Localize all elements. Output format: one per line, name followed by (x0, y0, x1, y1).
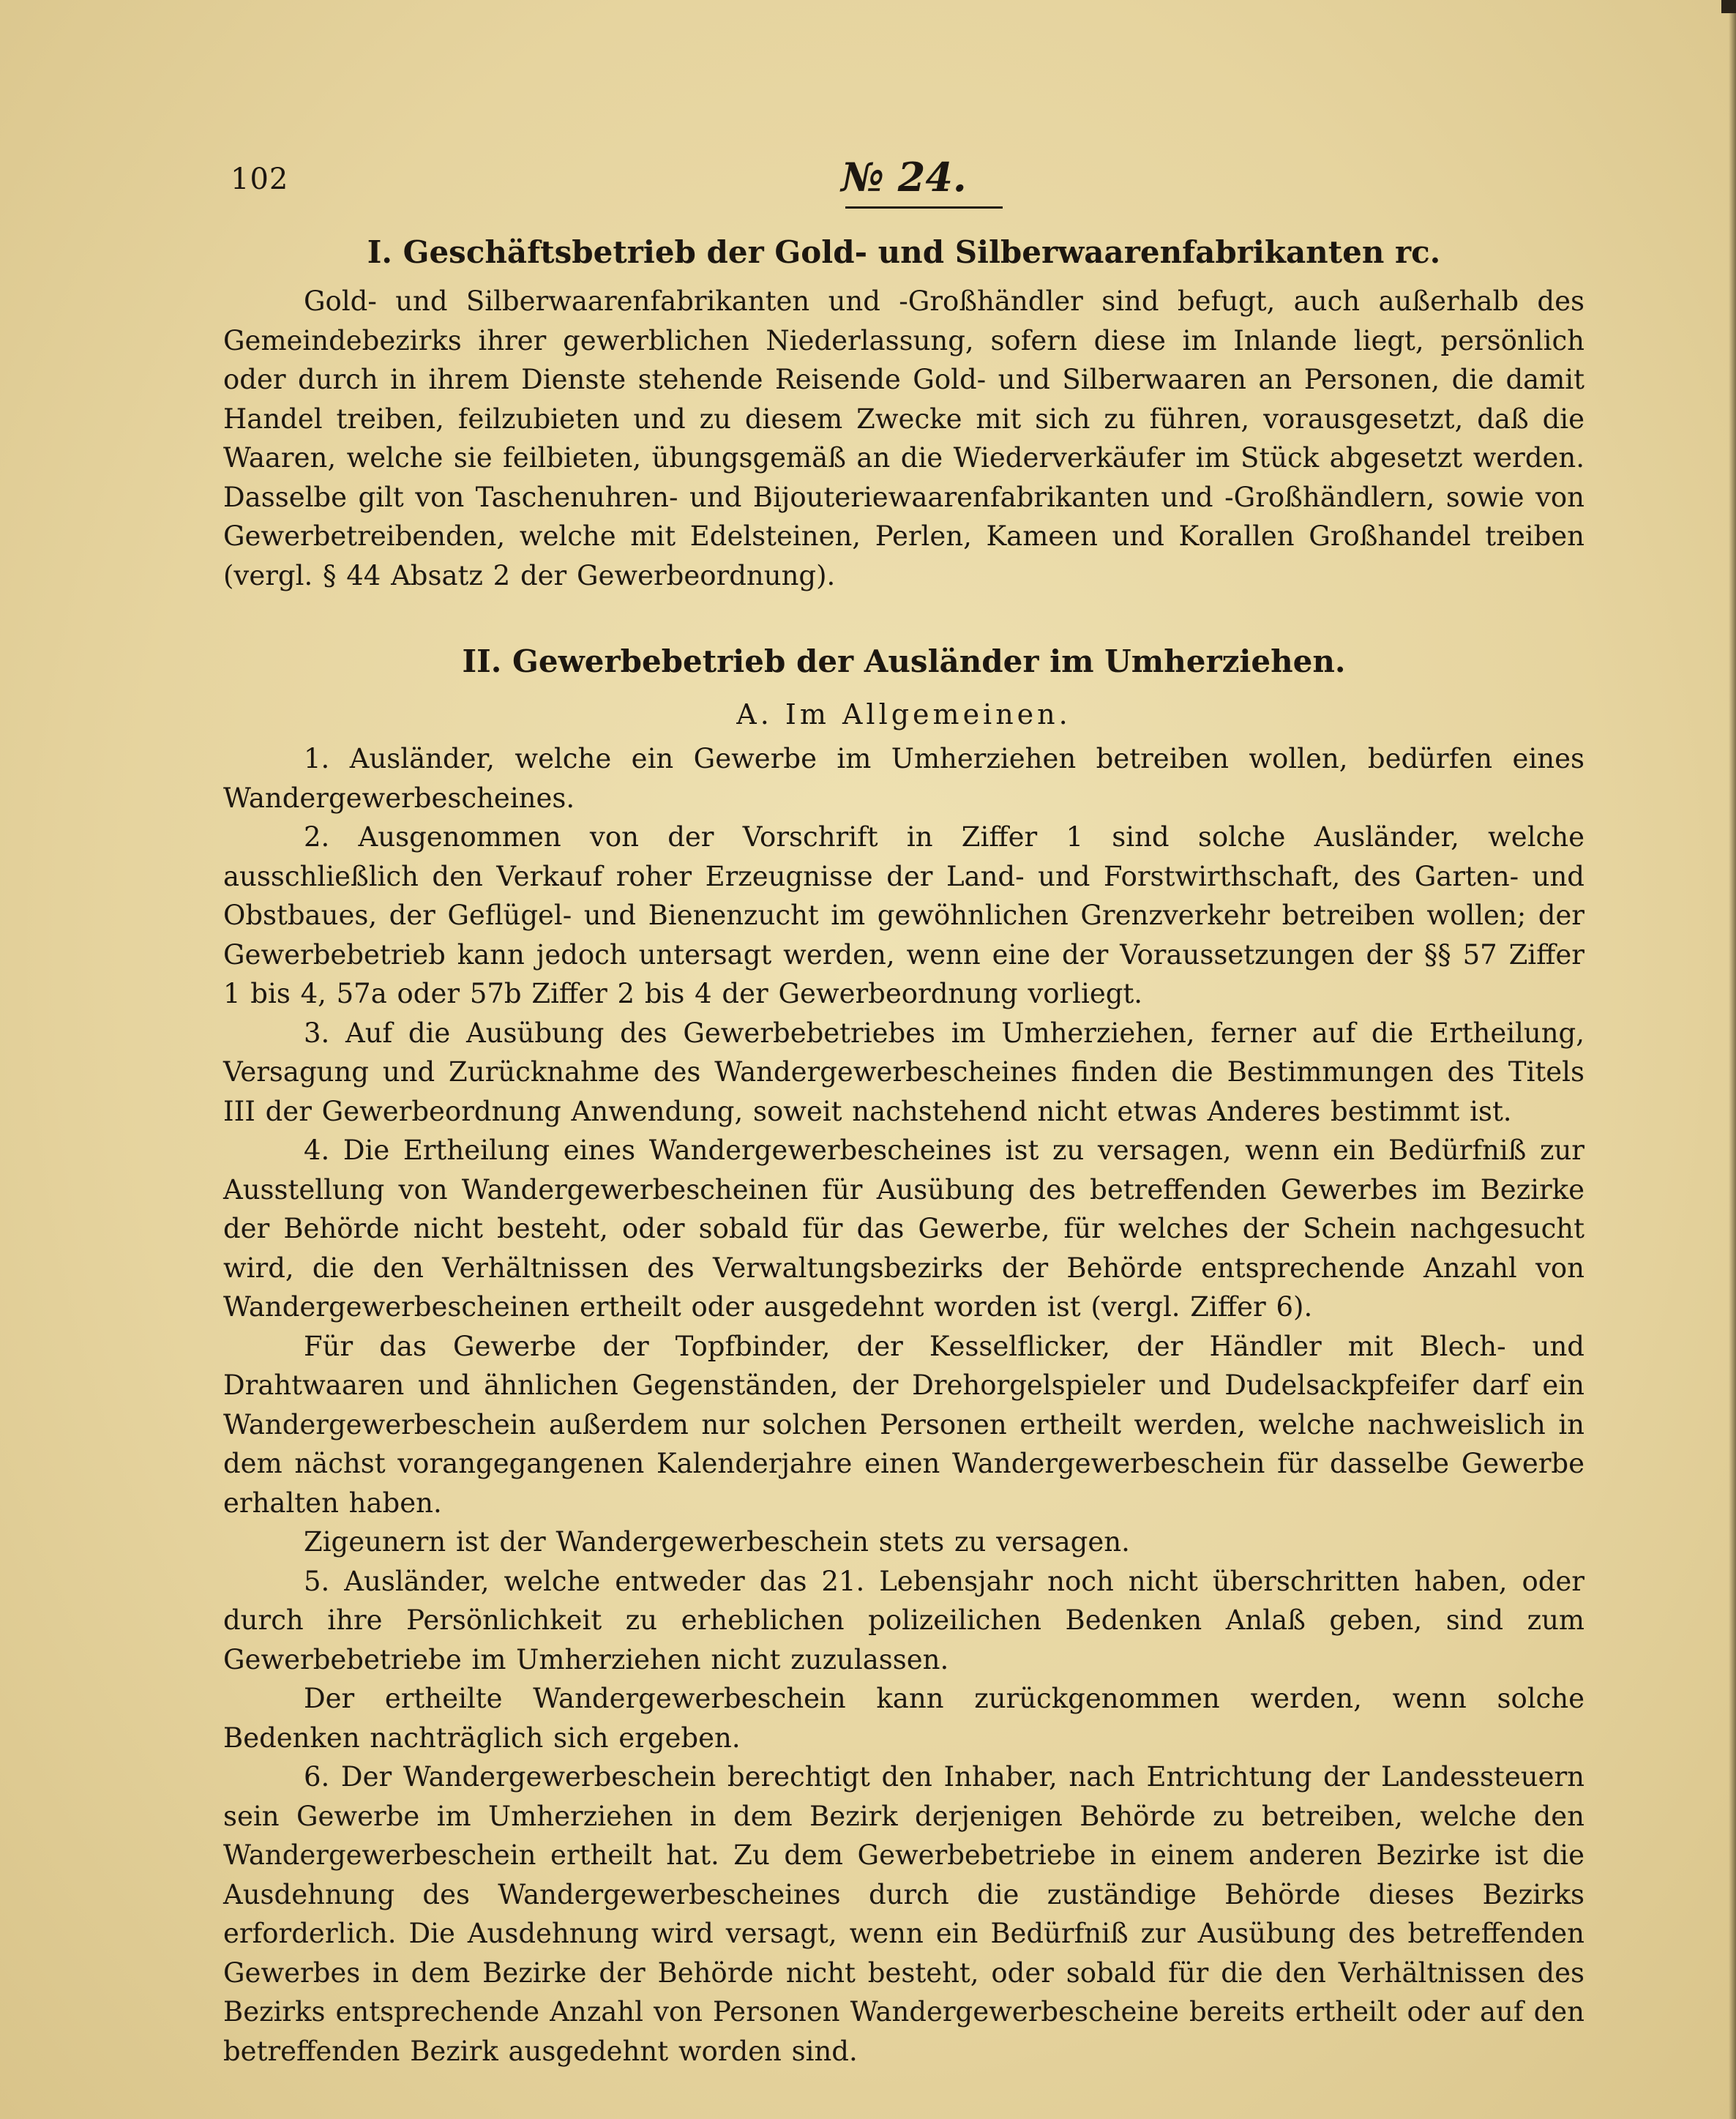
paragraph-1: 1. Ausländer, welche ein Gewerbe im Umherziehen betreiben wollen, bedürfen eines Wandergewerbescheines. (223, 743, 1585, 814)
issue-number: № 24. (841, 154, 967, 201)
paragraph-4-gypsies: Zigeunern ist der Wandergewerbeschein stets zu versagen. (304, 1526, 1130, 1558)
paragraph-5-continued: Der ertheilte Wandergewerbeschein kann zurückgenommen werden, wenn solche Bedenken nachträglich sich ergeben. (223, 1683, 1585, 1754)
section-2-title: II. Gewerbebetrieb der Ausländer im Umherziehen. (462, 643, 1346, 679)
subsection-a-title: A. Im Allgemeinen. (736, 698, 1071, 730)
paragraph-4: 4. Die Ertheilung eines Wandergewerbescheines ist zu versagen, wenn ein Bedürfniß zur Ausstellung von Wandergewerbescheinen für Ausübung des betreffenden Gewerbes im Bezirke der Behörde nicht besteht, oder sobald für das Gewerbe, für welches der Schein nachgesucht wird, die den Verhältnissen des Verwaltungsbezirks der Behörde entsprechende Anzahl von Wandergewerbescheinen ertheilt oder ausgedehnt worden ist (vergl. Ziffer 6). (223, 1135, 1585, 1323)
paragraph-4-continued: Für das Gewerbe der Topfbinder, der Kesselflicker, der Händler mit Blech- und Drahtwaaren und ähnlichen Gegenständen, der Drehorgelspieler und Dudelsackpfeifer darf ein Wandergewerbeschein außerdem nur solchen Personen ertheilt werden, welche nachweislich in dem nächst vorangegangenen Kalenderjahre einen Wandergewerbeschein für dasselbe Gewerbe erhalten haben. (223, 1330, 1585, 1519)
paragraph-6: 6. Der Wandergewerbeschein berechtigt den Inhaber, nach Entrichtung der Landessteuern sein Gewerbe im Umherziehen in dem Bezirk derjenigen Behörde zu betreiben, welche den Wandergewerbeschein ertheilt hat. Zu dem Gewerbebetriebe in einem anderen Bezirke ist die Ausdehnung des Wandergewerbescheines durch die zuständige Behörde dieses Bezirks erforderlich. Die Ausdehnung wird versagt, wenn ein Bedürfniß zur Ausübung des betreffenden Gewerbes in dem Bezirke der Behörde nicht besteht, oder sobald für die den Verhältnissen des Bezirks entsprechende Anzahl von Personen Wandergewerbescheine bereits ertheilt oder auf den betreffenden Bezirk ausgedehnt worden sind. (223, 1761, 1585, 2067)
issue-underline (845, 206, 1003, 209)
section-1-title: I. Geschäftsbetrieb der Gold- und Silberwaarenfabrikanten rc. (367, 234, 1441, 270)
paragraph-2: 2. Ausgenommen von der Vorschrift in Ziffer 1 sind solche Ausländer, welche ausschließlich den Verkauf roher Erzeugnisse der Land- und Forstwirthschaft, des Garten- und Obstbaues, der Geflügel- und Bienenzucht im gewöhnlichen Grenzverkehr betreiben wollen; der Gewerbebetrieb kann jedoch untersagt werden, wenn eine der Voraussetzungen der §§ 57 Ziffer 1 bis 4, 57a oder 57b Ziffer 2 bis 4 der Gewerbeordnung vorliegt. (223, 821, 1585, 1009)
page-content (223, 154, 1585, 2071)
page-number: 102 (231, 162, 289, 196)
paragraph-3: 3. Auf die Ausübung des Gewerbebetriebes im Umherziehen, ferner auf die Ertheilung, Versagung und Zurücknahme des Wandergewerbescheines finden die Bestimmungen des Titels III der Gewerbeordnung Anwendung, soweit nachstehend nicht etwas Anderes bestimmt ist. (223, 1017, 1585, 1127)
corner-mark (1721, 0, 1736, 13)
paragraph-5: 5. Ausländer, welche entweder das 21. Lebensjahr noch nicht überschritten haben, oder durch ihre Persönlichkeit zu erheblichen polizeilichen Bedenken Anlaß geben, sind zum Gewerbebetriebe im Umherziehen nicht zuzulassen. (223, 1565, 1585, 1675)
section-1-paragraph: Gold- und Silberwaarenfabrikanten und -Großhändler sind befugt, auch außerhalb des Gemeindebezirks ihrer gewerblichen Niederlassung, sofern diese im Inlande liegt, persönlich oder durch in ihrem Dienste stehende Reisende Gold- und Silberwaaren an Personen, die damit Handel treiben, feilzubieten und zu diesem Zwecke mit sich zu führen, vorausgesetzt, daß die Waaren, welche sie feilbieten, übungsgemäß an die Wiederverkäufer im Stück abgesetzt werden. Dasselbe gilt von Taschenuhren- und Bijouteriewaarenfabrikanten und -Großhändlern, sowie von Gewerbetreibenden, welche mit Edelsteinen, Perlen, Kameen und Korallen Großhandel treiben (vergl. § 44 Absatz 2 der Gewerbeordnung). (223, 285, 1585, 591)
page-header (223, 154, 1585, 220)
page-edge-shadow (1729, 0, 1736, 2119)
